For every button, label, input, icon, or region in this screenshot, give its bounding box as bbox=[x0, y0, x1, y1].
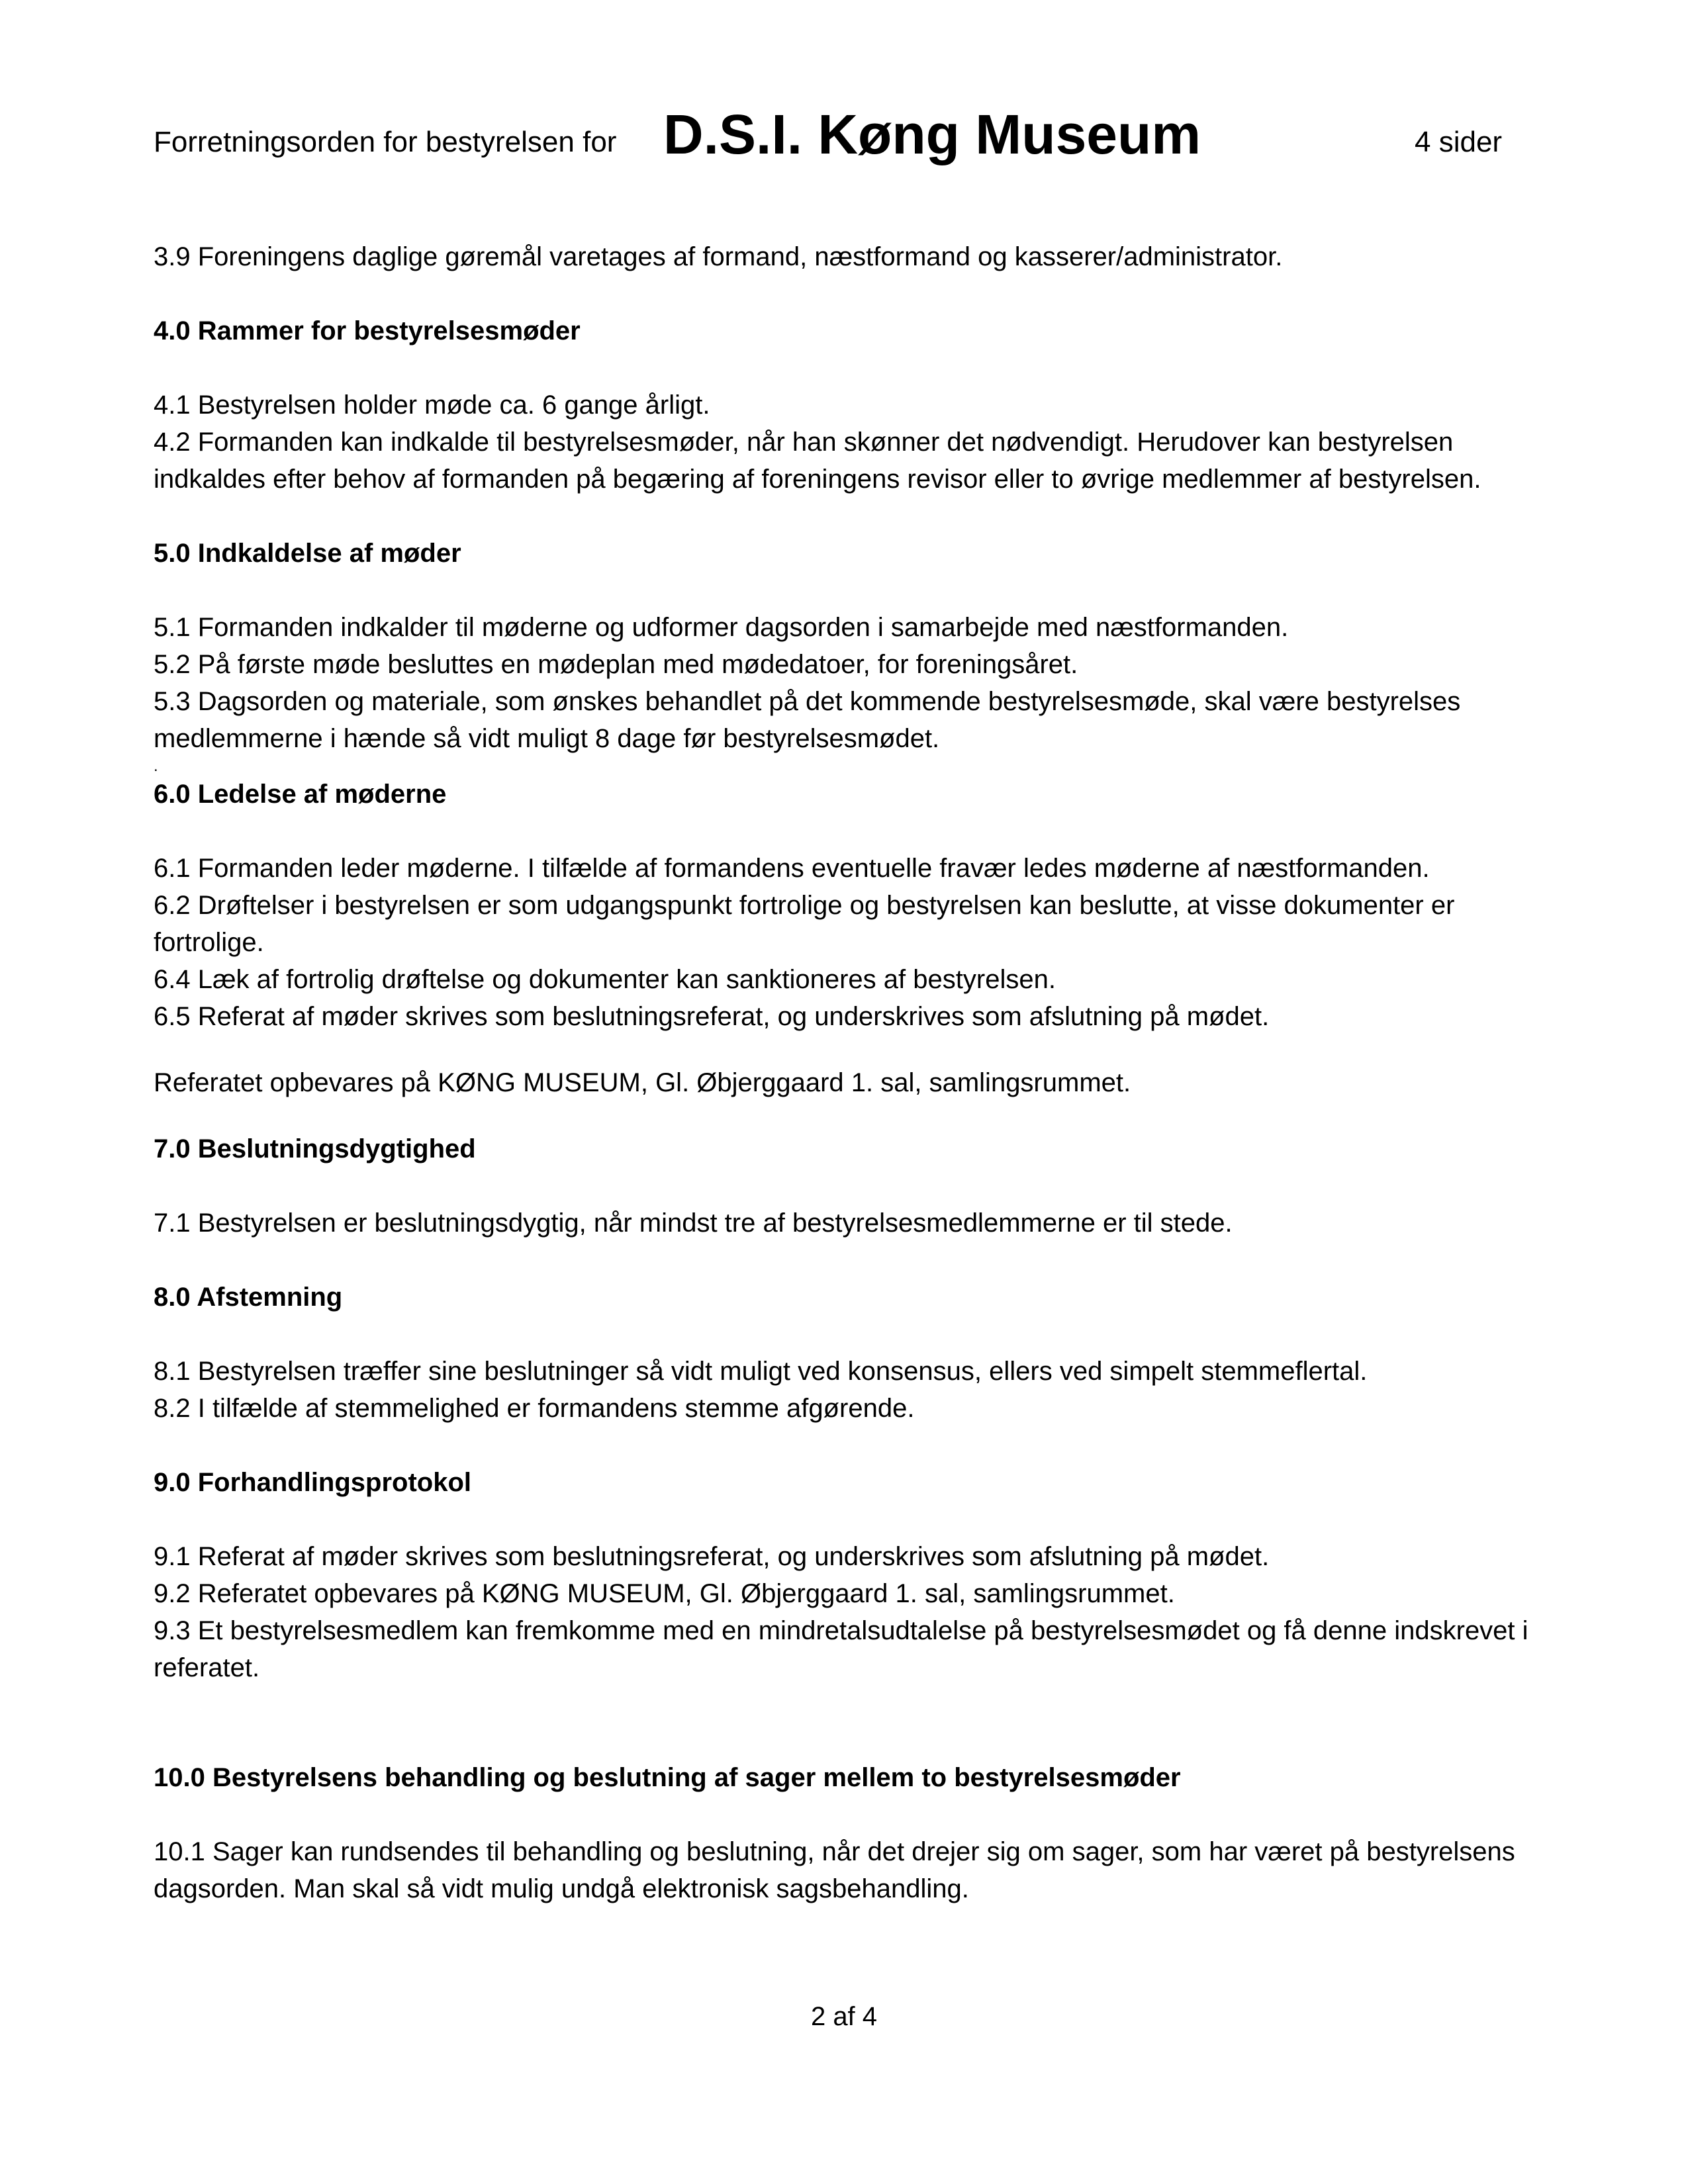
header-page-count: 4 sider bbox=[1415, 126, 1503, 158]
paragraph-8-1: 8.1 Bestyrelsen træffer sine beslutninger så vidt muligt ved konsensus, ellers ved simpelt stemmeflertal. bbox=[154, 1357, 1368, 1386]
paragraph-7-1: 7.1 Bestyrelsen er beslutningsdygtig, når mindst tre af bestyrelsesmedlemmerne er til stede. bbox=[154, 1208, 1233, 1238]
paragraph-referat-storage: Referatet opbevares på KØNG MUSEUM, Gl. Øbjerggaard 1. sal, samlingsrummet. bbox=[154, 1068, 1131, 1097]
header-title: D.S.I. Køng Museum bbox=[663, 103, 1201, 165]
heading-section-7: 7.0 Beslutningsdygtighed bbox=[154, 1134, 476, 1163]
document-body bbox=[154, 238, 1570, 1907]
heading-section-6: 6.0 Ledelse af møderne bbox=[154, 780, 447, 809]
heading-section-4: 4.0 Rammer for bestyrelsesmøder bbox=[154, 316, 581, 345]
paragraph-4-1: 4.1 Bestyrelsen holder møde ca. 6 gange årligt. bbox=[154, 390, 710, 420]
paragraph-6-1: 6.1 Formanden leder møderne. I tilfælde af formandens eventuelle fravær ledes møderne af næstformanden. bbox=[154, 854, 1430, 883]
paragraph-9-2: 9.2 Referatet opbevares på KØNG MUSEUM, Gl. Øbjerggaard 1. sal, samlingsrummet. bbox=[154, 1579, 1175, 1608]
paragraph-3-9: 3.9 Foreningens daglige gøremål varetages af formand, næstformand og kasserer/administrator. bbox=[154, 242, 1283, 271]
page-number: 2 af 4 bbox=[810, 2002, 878, 2031]
heading-section-5: 5.0 Indkaldelse af møder bbox=[154, 539, 461, 568]
paragraph-10-1: 10.1 Sager kan rundsendes til behandling og beslutning, når det drejer sig om sager, som har været på bestyrelsens dagsorden. Man skal så vidt mulig undgå elektronisk sagsbehandling. bbox=[154, 1837, 1515, 1903]
paragraph-9-1: 9.1 Referat af møder skrives som beslutningsreferat, og underskrives som afslutning på mødet. bbox=[154, 1542, 1270, 1571]
paragraph-6-4: 6.4 Læk af fortrolig drøftelse og dokumenter kan sanktioneres af bestyrelsen. bbox=[154, 965, 1056, 994]
header-prefix: Forretningsorden for bestyrelsen for bbox=[154, 126, 617, 158]
stray-dot: . bbox=[154, 757, 158, 775]
paragraph-6-5: 6.5 Referat af møder skrives som beslutningsreferat, og underskrives som afslutning på mødet. bbox=[154, 1002, 1270, 1031]
paragraph-4-2: 4.2 Formanden kan indkalde til bestyrelsesmøder, når han skønner det nødvendigt. Herudover kan bestyrelsen indkaldes efter behov af formanden på begæring af foreningens revisor eller to øvrige medlemmer af bestyrelsen. bbox=[154, 428, 1481, 494]
page-footer bbox=[0, 2002, 1688, 2032]
paragraph-5-3: 5.3 Dagsorden og materiale, som ønskes behandlet på det kommende bestyrelsesmøde, skal være bestyrelses medlemmerne i hænde så vidt muligt 8 dage før bestyrelsesmødet. bbox=[154, 687, 1461, 753]
heading-section-8: 8.0 Afstemning bbox=[154, 1283, 343, 1312]
paragraph-6-2: 6.2 Drøftelser i bestyrelsen er som udgangspunkt fortrolige og bestyrelsen kan beslutte, at visse dokumenter er fortrolige. bbox=[154, 891, 1455, 957]
paragraph-8-2: 8.2 I tilfælde af stemmelighed er formandens stemme afgørende. bbox=[154, 1394, 915, 1423]
page-header bbox=[154, 99, 1503, 192]
paragraph-5-1: 5.1 Formanden indkalder til møderne og udformer dagsorden i samarbejde med næstformanden. bbox=[154, 613, 1289, 642]
heading-section-10: 10.0 Bestyrelsens behandling og beslutning af sager mellem to bestyrelsesmøder bbox=[154, 1763, 1181, 1792]
paragraph-5-2: 5.2 På første møde besluttes en mødeplan med mødedatoer, for foreningsåret. bbox=[154, 650, 1078, 679]
paragraph-9-3: 9.3 Et bestyrelsesmedlem kan fremkomme med en mindretalsudtalelse på bestyrelsesmødet og få denne indskrevet i referatet. bbox=[154, 1616, 1528, 1682]
heading-section-9: 9.0 Forhandlingsprotokol bbox=[154, 1468, 472, 1497]
